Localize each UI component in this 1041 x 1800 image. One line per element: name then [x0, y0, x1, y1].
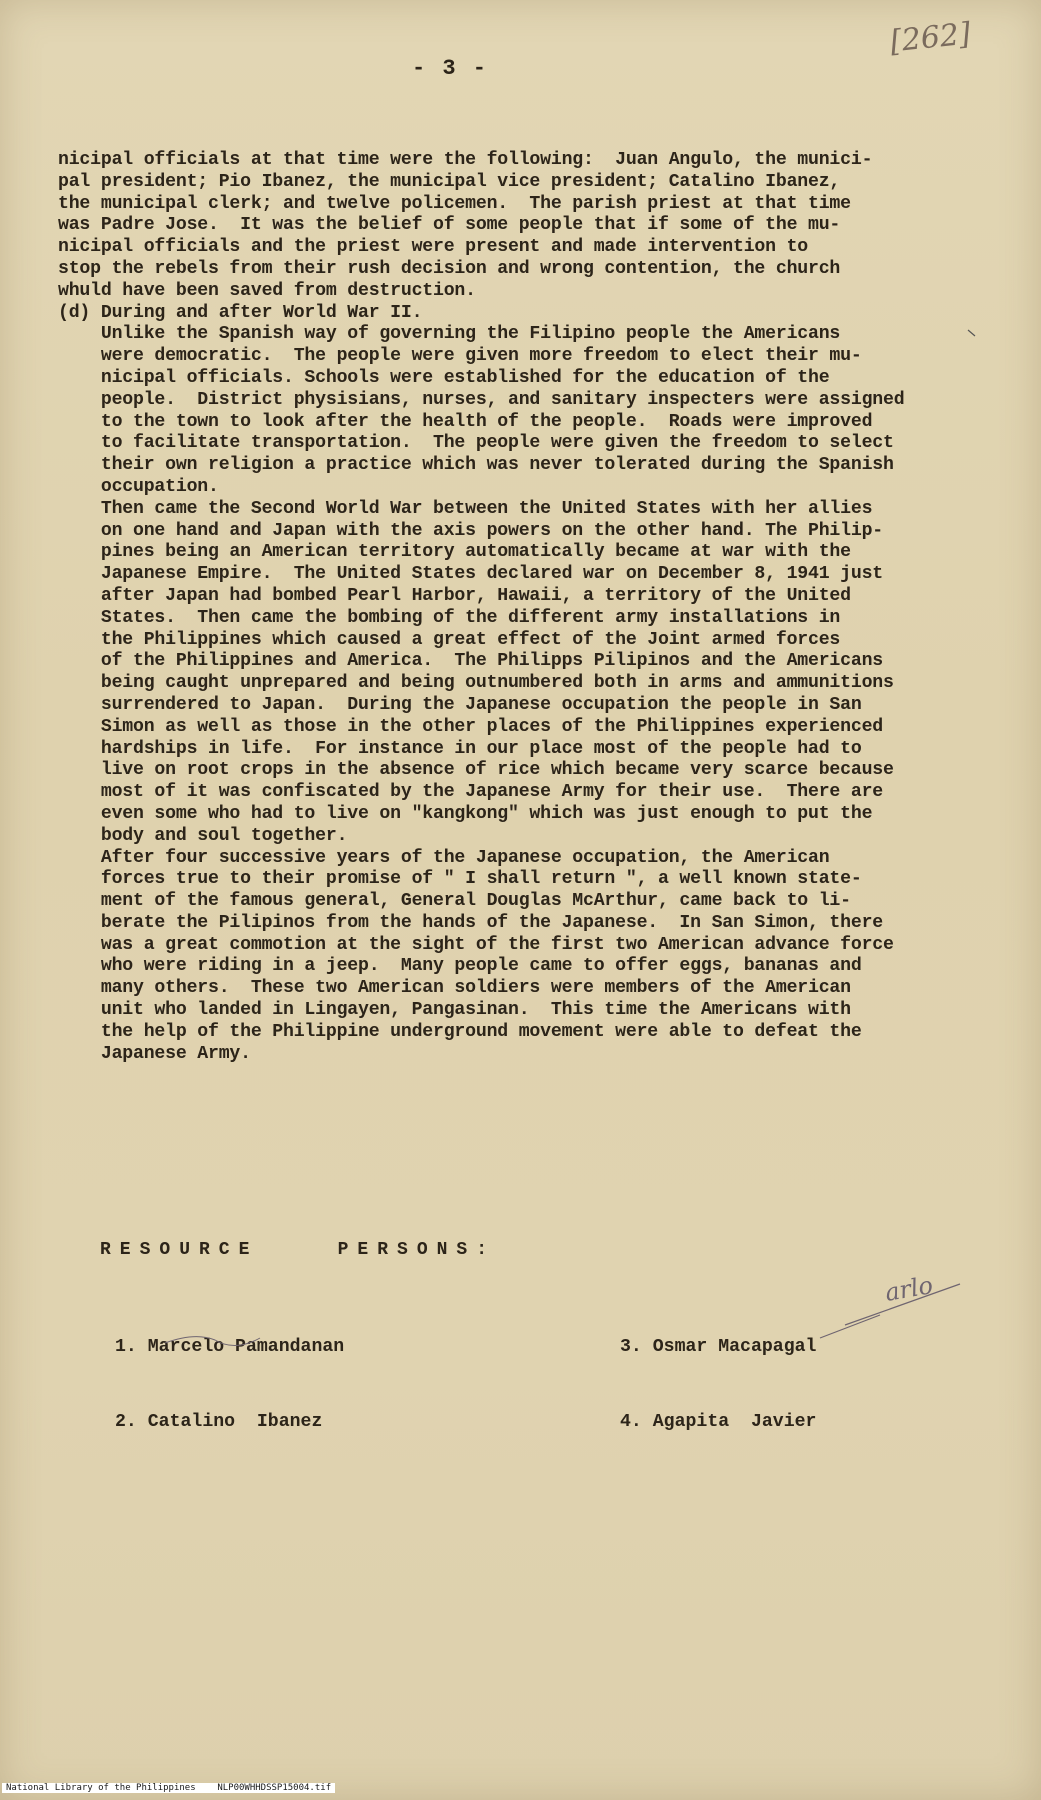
body-line: (d) During and after World War II.	[58, 302, 423, 323]
body-line: nicipal officials at that time were the following: Juan Angulo, the munici-	[58, 150, 873, 170]
body-line: to the town to look after the health of the people. Roads were improved	[58, 411, 873, 432]
archive-footer-id: National Library of the Philippines NLP00WHHDSSP15004.tif	[2, 1783, 335, 1793]
page-number: - 3 -	[411, 56, 488, 81]
body-line: who were riding in a jeep. Many people came to offer eggs, bananas and	[58, 956, 862, 977]
resource-persons-heading: RESOURCE PERSONS:	[100, 1240, 497, 1260]
body-line: being caught unprepared and being outnumbered both in arms and ammunitions	[58, 673, 894, 694]
body-line: berate the Pilipinos from the hands of the Japanese. In San Simon, there	[58, 912, 883, 933]
body-line: surrendered to Japan. During the Japanese occupation the people in San	[58, 694, 862, 715]
body-line: nicipal officials. Schools were established for the education of the	[58, 367, 830, 388]
body-line: body and soul together.	[58, 825, 348, 846]
body-line: States. Then came the bombing of the different army installations in	[58, 607, 841, 628]
body-line: the municipal clerk; and twelve policemen. The parish priest at that time	[58, 193, 851, 214]
body-line: forces true to their promise of " I shall return ", a well known state-	[58, 869, 862, 890]
resource-person: 2. Catalino Ibanez	[115, 1412, 323, 1432]
body-line: were democratic. The people were given more freedom to elect their mu-	[58, 346, 862, 367]
handwritten-note: arlo	[882, 1271, 935, 1307]
resource-person: 1. Marcelo Pamandanan	[115, 1337, 345, 1357]
body-line: people. District physisians, nurses, and sanitary inspecters were assigned	[58, 389, 905, 410]
body-line: nicipal officials and the priest were present and made intervention to	[58, 237, 808, 258]
body-line: was a great commotion at the sight of the first two American advance force	[58, 934, 894, 955]
body-line: after Japan had bombed Pearl Harbor, Hawaii, a territory of the United	[58, 585, 851, 606]
body-line: Then came the Second World War between the United States with her allies	[58, 498, 873, 519]
body-line: of the Philippines and America. The Philipps Pilipinos and the Americans	[58, 651, 883, 672]
body-line: on one hand and Japan with the axis powers on the other hand. The Philip-	[58, 520, 883, 541]
body-line: Unlike the Spanish way of governing the Filipino people the Americans	[58, 324, 841, 345]
body-line: stop the rebels from their rush decision and wrong contention, the church	[58, 258, 841, 279]
body-line: hardships in life. For instance in our place most of the people had to	[58, 738, 862, 759]
body-line: Japanese Empire. The United States declared war on December 8, 1941 just	[58, 564, 883, 585]
body-line: Simon as well as those in the other places of the Philippines experienced	[58, 716, 883, 737]
body-line: most of it was confiscated by the Japanese Army for their use. There are	[58, 782, 883, 803]
body-line: After four successive years of the Japanese occupation, the American	[58, 847, 830, 868]
body-line: occupation.	[58, 476, 219, 497]
body-line: pal president; Pio Ibanez, the municipal vice president; Catalino Ibanez,	[58, 171, 841, 192]
body-line: many others. These two American soldiers were members of the American	[58, 978, 851, 999]
archive-page-stamp: [262]	[888, 16, 973, 60]
body-line: Japanese Army.	[58, 1043, 251, 1064]
body-line: whuld have been saved from destruction.	[58, 280, 476, 301]
resource-person: 3. Osmar Macapagal	[620, 1337, 817, 1357]
body-line: the Philippines which caused a great effect of the Joint armed forces	[58, 629, 841, 650]
body-line: unit who landed in Lingayen, Pangasinan. This time the Americans with	[58, 1000, 851, 1021]
body-line: their own religion a practice which was never tolerated during the Spanish	[58, 455, 894, 476]
body-line: even some who had to live on "kangkong" which was just enough to put the	[58, 803, 873, 824]
body-line: live on root crops in the absence of rice which became very scarce because	[58, 760, 894, 781]
resource-person: 4. Agapita Javier	[620, 1412, 817, 1432]
body-line: the help of the Philippine underground movement were able to defeat the	[58, 1021, 862, 1042]
body-line: pines being an American territory automatically became at war with the	[58, 542, 851, 563]
body-line: was Padre Jose. It was the belief of some people that if some of the mu-	[58, 215, 841, 236]
body-line: ment of the famous general, General Douglas McArthur, came back to li-	[58, 891, 851, 912]
body-line: to facilitate transportation. The people were given the freedom to select	[58, 433, 894, 454]
